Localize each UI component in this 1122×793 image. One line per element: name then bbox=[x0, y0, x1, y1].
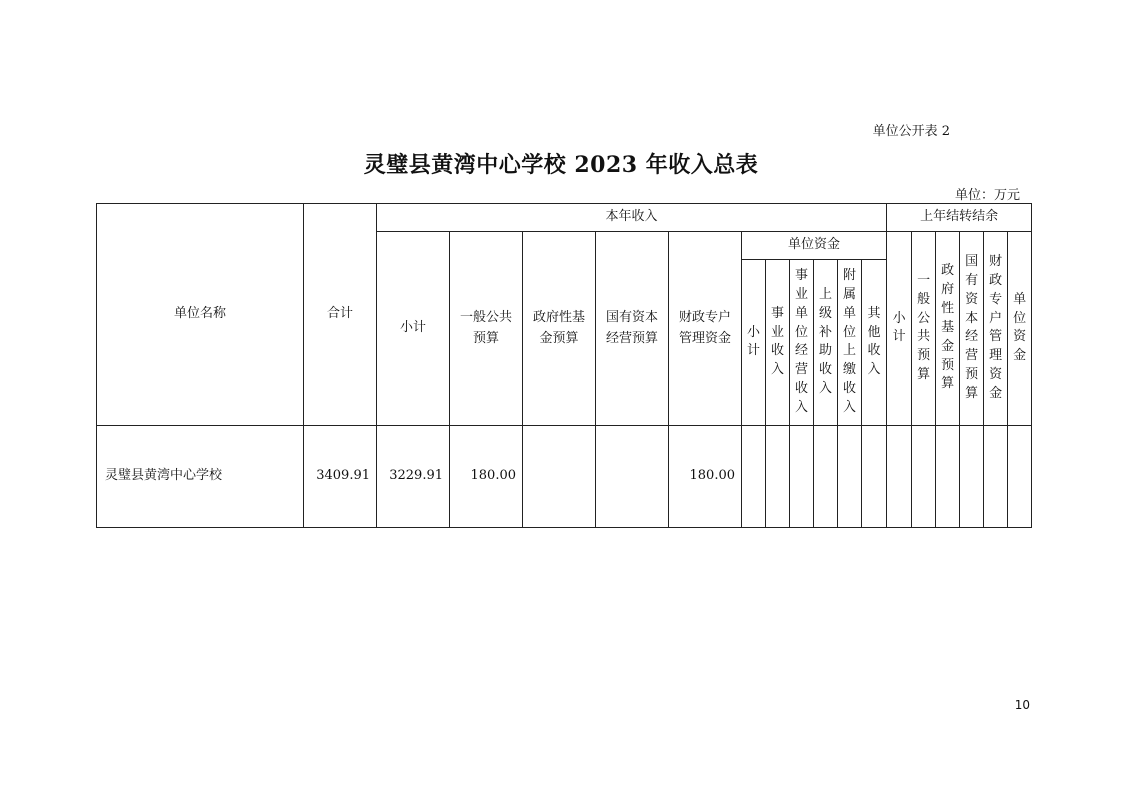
header-uf-other: 其他 收入 bbox=[862, 260, 887, 426]
table-row bbox=[97, 426, 1032, 528]
header-uf-affiliate: 附属单位上缴收入 bbox=[838, 260, 862, 426]
income-summary-table bbox=[96, 203, 1032, 528]
row-cell bbox=[936, 426, 960, 528]
unit-label: 单位：万元 bbox=[954, 188, 1020, 203]
header-uf-subtotal: 小计 bbox=[742, 260, 766, 426]
row-cell bbox=[862, 426, 887, 528]
row-cell bbox=[960, 426, 984, 528]
header-total: 合计 bbox=[304, 204, 377, 426]
row-cell bbox=[742, 426, 766, 528]
row-total: 3409.91 bbox=[304, 426, 377, 528]
header-uf-operating: 事业单位经营收入 bbox=[790, 260, 814, 426]
row-fiscal-special: 180.00 bbox=[669, 426, 742, 528]
header-current-year: 本年收入 bbox=[377, 204, 887, 232]
row-gov-fund bbox=[523, 426, 596, 528]
header-py-gov-fund: 政府性基金预算 bbox=[936, 232, 960, 426]
row-cell bbox=[887, 426, 912, 528]
header-unit-funds: 单位资金 bbox=[742, 232, 887, 260]
row-cell bbox=[766, 426, 790, 528]
header-gov-fund: 政府性基金预算 bbox=[523, 232, 596, 426]
page-number: 10 bbox=[1014, 698, 1030, 712]
row-general-budget: 180.00 bbox=[450, 426, 523, 528]
row-cell bbox=[1008, 426, 1032, 528]
row-state-capital bbox=[596, 426, 669, 528]
row-cell bbox=[790, 426, 814, 528]
row-cell bbox=[912, 426, 936, 528]
form-number: 单位公开表 2 bbox=[872, 124, 950, 139]
header-unit-name: 单位名称 bbox=[97, 204, 304, 426]
header-py-fiscal-special: 财政专户管理资金 bbox=[984, 232, 1008, 426]
header-subtotal: 小计 bbox=[377, 232, 450, 426]
header-py-general: 一般公共预算 bbox=[912, 232, 936, 426]
header-py-state-capital: 国有资本经营预算 bbox=[960, 232, 984, 426]
header-py-unit-funds: 单位资金 bbox=[1008, 232, 1032, 426]
header-general-budget: 一般公共预算 bbox=[450, 232, 523, 426]
row-subtotal: 3229.91 bbox=[377, 426, 450, 528]
header-uf-business: 事业 收入 bbox=[766, 260, 790, 426]
row-cell bbox=[814, 426, 838, 528]
header-prev-year: 上年结转结余 bbox=[887, 204, 1032, 232]
row-cell bbox=[984, 426, 1008, 528]
page-title: 灵璧县黄湾中心学校 2023 年收入总表 bbox=[363, 152, 759, 178]
header-py-subtotal: 小计 bbox=[887, 232, 912, 426]
header-fiscal-special: 财政专户管理资金 bbox=[669, 232, 742, 426]
row-cell bbox=[838, 426, 862, 528]
header-uf-subsidy: 上级补助收入 bbox=[814, 260, 838, 426]
row-unit-name: 灵璧县黄湾中心学校 bbox=[97, 426, 304, 528]
header-state-capital: 国有资本经营预算 bbox=[596, 232, 669, 426]
